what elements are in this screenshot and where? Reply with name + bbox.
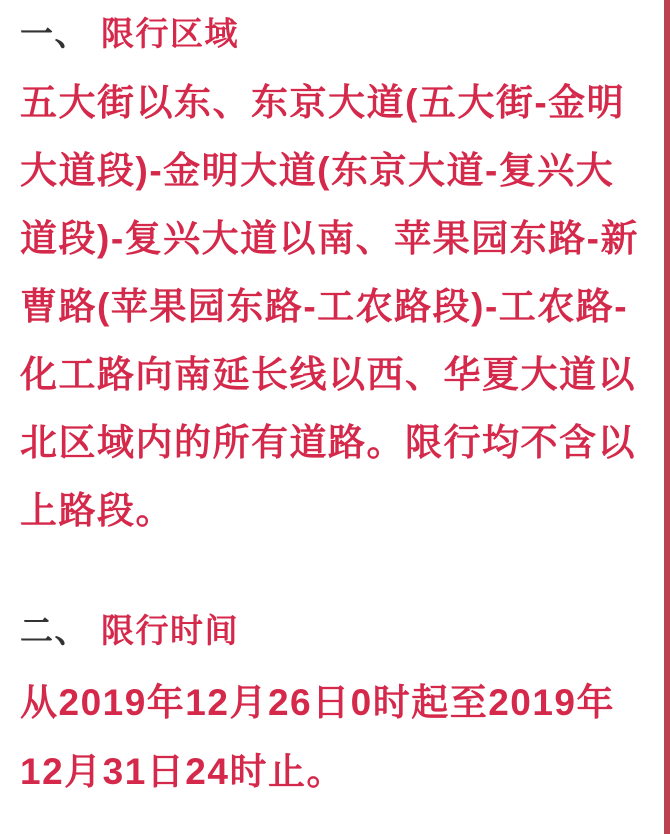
- paragraph-line: 上路段。: [20, 490, 174, 531]
- paragraph-line: 五大街以东、东京大道(五大街-金明: [20, 82, 626, 123]
- section-2-title: 限行时间: [101, 612, 239, 649]
- section-1-title: 限行区域: [101, 15, 239, 52]
- paragraph-line: 从2019年12月26日0时起至2019年: [20, 682, 616, 723]
- paragraph-line: 大道段)-金明大道(东京大道-复兴大: [20, 150, 615, 191]
- section-2-number: 二、: [20, 612, 89, 649]
- paragraph-line: 12月31日24时止。: [20, 751, 345, 792]
- paragraph-line: 曹路(苹果园东路-工农路段)-工农路-: [20, 286, 629, 327]
- section-2-heading: [20, 609, 644, 653]
- paragraph-line: 化工路向南延长线以西、华夏大道以: [20, 354, 636, 395]
- restricted-area-paragraph: [20, 69, 644, 545]
- paragraph-line: 北区域内的所有道路。限行均不含以: [20, 422, 636, 463]
- section-1-number: 一、: [20, 15, 89, 52]
- section-1-heading: [20, 12, 644, 56]
- restricted-time-paragraph: [20, 668, 644, 806]
- right-edge-border: [664, 0, 670, 834]
- paragraph-line: 道段)-复兴大道以南、苹果园东路-新: [20, 218, 639, 259]
